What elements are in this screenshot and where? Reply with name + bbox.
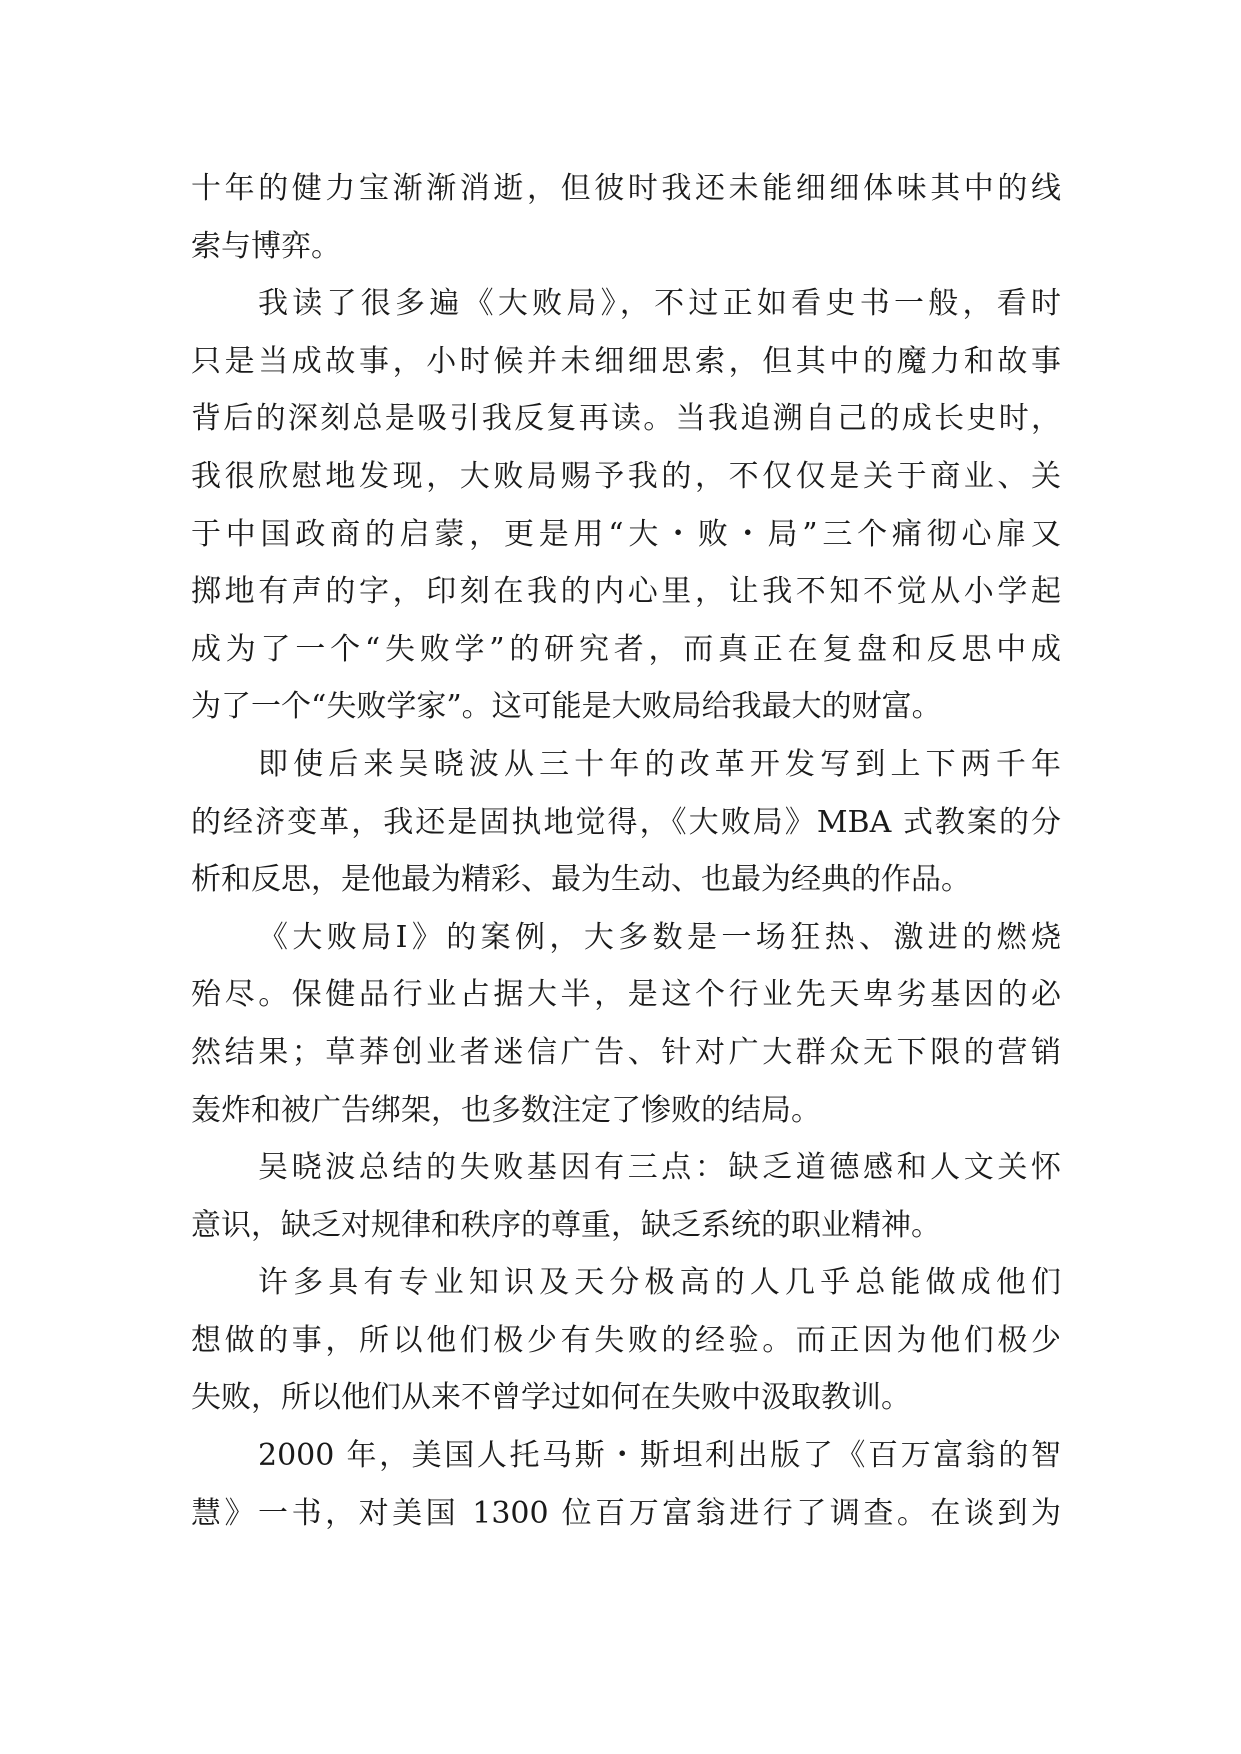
text-line: 成为了一个“失败学”的研究者，而真正在复盘和反思中成: [191, 631, 1061, 667]
text-line: 我读了很多遍《大败局》，不过正如看史书一般，看时: [258, 286, 1061, 322]
text-line: 然结果；草莽创业者迷信广告、针对广大群众无下限的营销: [191, 1034, 1061, 1070]
text-line: 为了一个“失败学家”。这可能是大败局给我最大的财富。: [191, 689, 942, 725]
text-line: 吴晓波总结的失败基因有三点：缺乏道德感和人文关怀: [258, 1150, 1061, 1186]
text-line: 想做的事，所以他们极少有失败的经验。而正因为他们极少: [191, 1322, 1061, 1358]
text-line: 我很欣慰地发现，大败局赐予我的，不仅仅是关于商业、关: [191, 458, 1061, 494]
text-line: 2000 年，美国人托马斯・斯坦利出版了《百万富翁的智: [258, 1438, 1061, 1474]
text-line: 索与博弈。: [191, 228, 341, 264]
text-line: 的经济变革，我还是固执地觉得，《大败局》MBA 式教案的分: [191, 804, 1061, 840]
text-line: 析和反思，是他最为精彩、最为生动、也最为经典的作品。: [191, 862, 971, 898]
text-line: 于中国政商的启蒙，更是用“大・败・局”三个痛彻心扉又: [191, 516, 1061, 552]
text-line: 十年的健力宝渐渐消逝，但彼时我还未能细细体味其中的线: [191, 171, 1061, 206]
text-line: 轰炸和被广告绑架，也多数注定了惨败的结局。: [191, 1092, 821, 1128]
text-line: 失败，所以他们从来不曾学过如何在失败中汲取教训。: [191, 1380, 911, 1416]
text-line: 只是当成故事，小时候并未细细思索，但其中的魔力和故事: [191, 343, 1061, 379]
document-body: [191, 160, 1061, 1542]
text-line: 殆尽。保健品行业占据大半，是这个行业先天卑劣基因的必: [191, 977, 1061, 1013]
text-line: 许多具有专业知识及天分极高的人几乎总能做成他们: [258, 1265, 1061, 1301]
text-line: 意识，缺乏对规律和秩序的尊重，缺乏系统的职业精神。: [191, 1207, 941, 1243]
text-line: 掷地有声的字，印刻在我的内心里，让我不知不觉从小学起: [191, 574, 1061, 610]
text-line: 背后的深刻总是吸引我反复再读。当我追溯自己的成长史时，: [191, 401, 1061, 437]
text-line: 慧》一书，对美国 1300 位百万富翁进行了调查。在谈到为: [191, 1495, 1061, 1531]
text-line: 《大败局Ⅰ》的案例，大多数是一场狂热、激进的燃烧: [258, 919, 1061, 955]
text-line: 即使后来吴晓波从三十年的改革开发写到上下两千年: [258, 746, 1061, 782]
